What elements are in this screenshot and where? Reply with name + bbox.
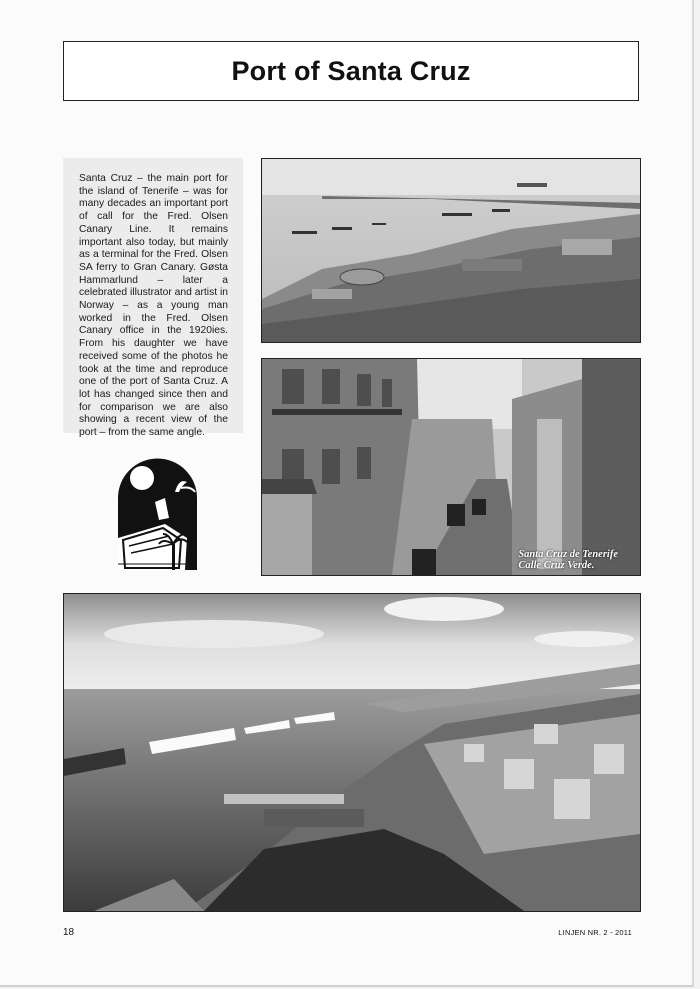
photo-caption (518, 549, 618, 571)
publication-footer: LINJEN NR. 2 - 2011 (558, 928, 632, 937)
article-text: Santa Cruz – the main port for the island of Tenerife – was for many decades an important port of call for the Fred. Olsen Canary Line. It remains important also today, but mainly as a terminal for the Fred. Olsen SA ferry to Gran Canary. Gøsta Hammarlund – later a celebrated illustrator and artist in Norway – as a young man worked in the Fred. Olsen Canary office in the 1920ies. From his daughter we have received some of the photos he took at the time and reproduce one of the port of Santa Cruz. A lot has changed since then and for comparison we are also showing a recent view of the port – from the same angle. (79, 173, 228, 439)
page-title: Port of Santa Cruz (231, 55, 471, 86)
historic-street-photo (261, 358, 641, 576)
caption-line-1: Santa Cruz de Tenerife (518, 549, 618, 560)
article-text-box (63, 158, 243, 439)
modern-port-photo (63, 593, 641, 912)
page-number: 18 (63, 927, 75, 938)
caption-line-2: Calle Cruz Verde. (518, 560, 595, 571)
ship-and-palm-logo-icon (115, 458, 200, 570)
title-box (63, 41, 639, 101)
historic-harbour-photo (261, 158, 641, 343)
